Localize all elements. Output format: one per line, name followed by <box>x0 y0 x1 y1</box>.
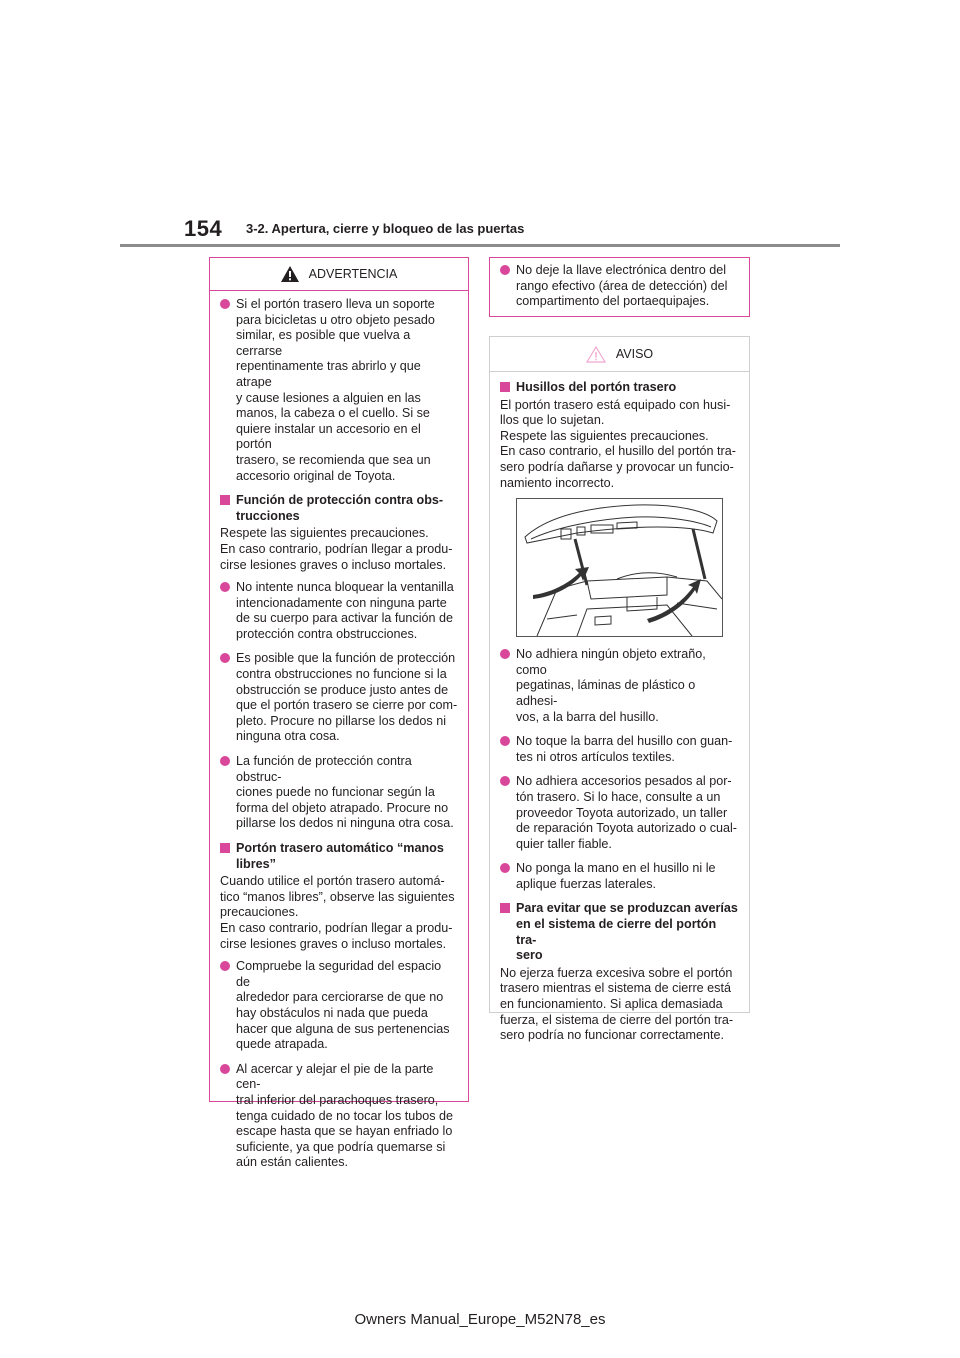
list-item <box>500 734 739 765</box>
open-tailgate-illustration <box>517 499 722 636</box>
list-item <box>500 263 739 310</box>
bullet-icon <box>220 961 230 971</box>
list-item <box>500 774 739 852</box>
bullet-icon <box>220 582 230 592</box>
paragraph: Cuando utilice el portón trasero automá- tico “manos libres”, observe las siguientes precauciones. En caso contrario, podrían llegar a produ- cirse lesiones graves o incluso mortales. <box>220 874 455 951</box>
square-bullet-icon <box>500 903 510 913</box>
bullet-text: No deje la llave electrónica dentro del rango efectivo (área de detección) del compartimento del portaequipajes. <box>516 263 728 309</box>
notice-title: AVISO <box>615 347 654 361</box>
subheading-obstruction-protection: Función de protección contra obs- trucciones <box>220 493 458 524</box>
square-bullet-icon <box>220 495 230 505</box>
bullet-text: No adhiera ningún objeto extraño, como pegatinas, láminas de plástico o adhesi- vos, a la barra del husillo. <box>516 647 706 724</box>
paragraph: Respete las siguientes precauciones. En caso contrario, podrían llegar a produ- cirse lesiones graves o incluso mortales. <box>220 526 453 572</box>
bullet-icon <box>220 756 230 766</box>
bullet-icon <box>500 649 510 659</box>
bullet-text: La función de protección contra obstruc- ciones puede no funcionar según la forma del objeto atrapado. Procure no pillarse los dedos ni ninguna otra cosa. <box>236 754 454 831</box>
header-rule <box>120 244 840 247</box>
subheading-hands-free-tailgate: Portón trasero automático “manos libres” <box>220 841 458 872</box>
warning-box-header <box>210 258 468 291</box>
bullet-text: Es posible que la función de protección contra obstrucciones no funcione si la obstrucción se produce justo antes de que el portón trasero se cierre por com- pleto. Procure no pillarse los dedos ni ninguna otra cosa. <box>236 651 458 744</box>
list-item <box>220 580 458 642</box>
paragraph: No ejerza fuerza excesiva sobre el portón trasero mientras el sistema de cierre está en funcionamiento. Si aplica demasiada fuerza, el sistema de cierre del portón tra- sero podría no funcionar correctamente. <box>500 965 734 1043</box>
list-item <box>220 651 458 745</box>
tailgate-figure <box>516 498 723 637</box>
bullet-icon <box>500 863 510 873</box>
footer-document-id: Owners Manual_Europe_M52N78_es <box>354 1311 606 1328</box>
bullet-icon <box>220 299 230 309</box>
bullet-text: No ponga la mano en el husillo ni le aplique fuerzas laterales. <box>516 861 716 891</box>
square-bullet-icon <box>220 843 230 853</box>
bullet-text: Compruebe la seguridad del espacio de alrededor para cerciorarse de que no hay obstáculos ni nada que pueda hacer que alguna de sus pertenencias quede atrapada. <box>236 959 450 1052</box>
warning-box <box>209 257 469 1170</box>
caution-triangle-icon <box>586 346 606 363</box>
subheading-closing-system: Para evitar que se produzcan averías en el sistema de cierre del portón tra- sero <box>500 901 739 963</box>
warning-continuation-box <box>489 257 750 317</box>
page-number: 154 <box>184 216 223 241</box>
square-bullet-icon <box>500 382 510 392</box>
bullet-icon <box>500 736 510 746</box>
notice-box <box>489 336 750 1043</box>
bullet-icon <box>220 1064 230 1074</box>
list-item <box>220 1062 458 1171</box>
notice-box-body <box>490 372 749 1059</box>
warning-box-body <box>210 291 468 1188</box>
subheading-tailgate-struts: Husillos del portón trasero <box>500 380 739 396</box>
list-item <box>220 297 458 484</box>
list-item <box>500 861 739 892</box>
notice-box-header <box>490 337 749 372</box>
bullet-text: No toque la barra del husillo con guan- tes ni otros artículos textiles. <box>516 734 733 764</box>
bullet-text: Al acercar y alejar el pie de la parte cen- tral inferior del parachoques trasero, tenga cuidado de no tocar los tubos de escape hasta que se hayan enfriado lo suficiente, ya que podría quemarse si aún están calientes. <box>236 1061 454 1170</box>
warning-title: ADVERTENCIA <box>308 267 398 281</box>
section-title: 3-2. Apertura, cierre y bloqueo de las puertas <box>246 221 525 236</box>
list-item <box>500 647 739 725</box>
list-item <box>220 754 458 832</box>
bullet-text: No intente nunca bloquear la ventanilla intencionadamente con ninguna parte de su cuerpo para activar la función de protección contra obstrucciones. <box>236 580 454 641</box>
paragraph: El portón trasero está equipado con husi- llos que lo sujetan. Respete las siguientes precauciones. En caso contrario, el husillo del portón tra- sero podría dañarse y provocar un funcio- namiento incorrecto. <box>500 397 736 490</box>
bullet-text: Si el portón trasero lleva un soporte para bicicletas u otro objeto pesado similar, es posible que vuelva a cerrarse repentinamente tras abrirlo y que atrape y cause lesiones a alguien en las manos, la cabeza o el cuello. Si se quiere instalar un accesorio en el portón trasero, se recomienda que sea un accesorio original de Toyota. <box>236 297 435 483</box>
warning-triangle-icon <box>281 266 299 282</box>
bullet-icon <box>220 653 230 663</box>
bullet-icon <box>500 776 510 786</box>
bullet-text: No adhiera accesorios pesados al por- tón trasero. Si lo hace, consulte a un proveedor Toyota autorizado, un taller de reparación Toyota autorizado o cual- quier taller fiable. <box>516 774 737 851</box>
bullet-icon <box>500 265 510 275</box>
list-item <box>220 959 458 1053</box>
warning-continuation-body <box>490 258 749 318</box>
